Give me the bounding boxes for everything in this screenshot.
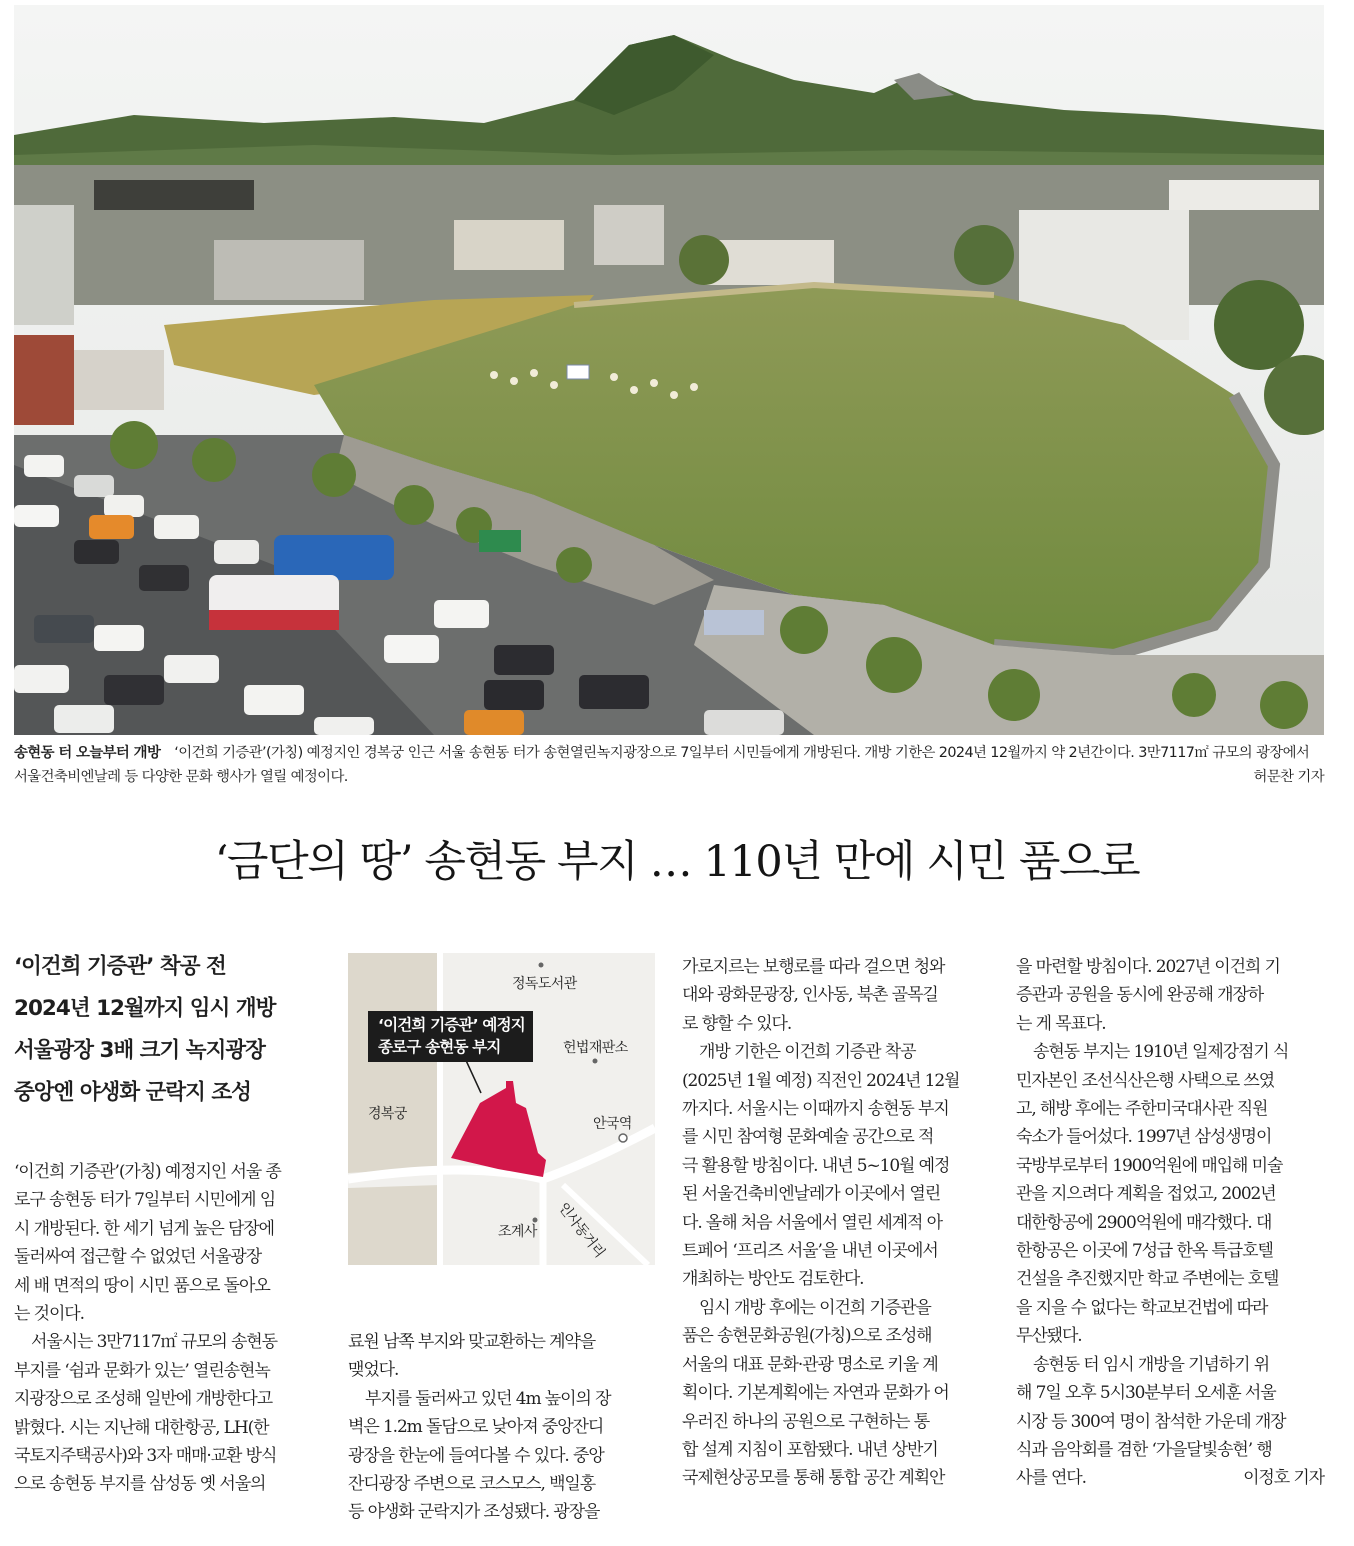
text-line: 숙소가 들어섰다. 1997년 삼성생명이: [1016, 1127, 1272, 1148]
text-line: 을 마련할 방침이다. 2027년 이건희 기: [1016, 957, 1280, 977]
subheads: [14, 946, 324, 1114]
text-line: 를 시민 참여형 문화예술 공간으로 적: [682, 1127, 934, 1148]
subhead: 서울광장 3배 크기 녹지광장: [14, 1038, 265, 1063]
text-line: 해 7일 오후 5시30분부터 오세훈 서울: [1016, 1383, 1276, 1404]
paragraph: [1016, 1351, 1324, 1493]
article-column-1: [14, 1158, 326, 1499]
text-line: 까지다. 서울시는 이때까지 송현동 부지: [682, 1099, 949, 1120]
text-line: 등 야생화 군락지가 조성됐다. 광장을: [348, 1502, 600, 1523]
paragraph: [14, 1158, 326, 1328]
subhead: ‘이건희 기증관’ 착공 전: [14, 954, 226, 979]
label-jogyesa: 조계사: [498, 1224, 537, 1240]
text-line: 민자본인 조선식산은행 사택으로 쓰였: [1016, 1070, 1275, 1091]
text-line: 획이다. 기본계획에는 자연과 문화가 어: [682, 1383, 949, 1404]
paragraph: [1016, 953, 1324, 1038]
text-line: 국방부로부터 1900억원에 매입해 미술: [1016, 1155, 1283, 1176]
map-callout: [368, 1011, 533, 1062]
label-jeongdok-library: 정독도서관: [512, 976, 577, 992]
text-line: 우러진 하나의 공원으로 구현하는 통: [682, 1411, 930, 1432]
text-line: 지광장으로 조성해 일반에 개방한다고: [14, 1389, 273, 1410]
text-line: 을 지을 수 없다는 학교보건법에 따라: [1016, 1297, 1268, 1318]
label-insadong-street: 인사동거리: [555, 1199, 608, 1261]
headline: ‘금단의 땅’ 송현동 부지 … 110년 만에 시민 품으로: [214, 837, 1140, 887]
paragraph: [682, 1294, 994, 1493]
text-line: 료원 남쪽 부지와 맞교환하는 계약을: [348, 1332, 596, 1352]
text-line: 로 향할 수 있다.: [682, 1013, 792, 1034]
text-line: 개방 기한은 이건희 기증관 착공: [699, 1042, 916, 1063]
paragraph: [682, 953, 994, 1038]
news-photo: [14, 5, 1324, 735]
text-line: 으로 송현동 부지를 삼성동 옛 서울의: [14, 1474, 266, 1495]
subhead: 중앙엔 야생화 군락지 조성: [14, 1080, 251, 1105]
text-line: 된 서울건축비엔날레가 이곳에서 열린: [682, 1184, 941, 1205]
text-line: 합 설계 지침이 포함됐다. 내년 상반기: [682, 1439, 938, 1460]
caption-title: 송현동 터 오늘부터 개방: [14, 745, 161, 761]
text-line: 는 것이다.: [14, 1304, 84, 1325]
text-line: 잔디광장 주변으로 코스모스, 백일홍: [348, 1474, 596, 1495]
text-line: 서울의 대표 문화·관광 명소로 키울 계: [682, 1354, 938, 1375]
text-line: 고, 해방 후에는 주한미국대사관 직원: [1016, 1099, 1268, 1120]
text-line: 품은 송현문화공원(가칭)으로 조성해: [682, 1326, 932, 1347]
article-column-2: [348, 1328, 660, 1527]
text-line: 서울시는 3만7117㎡ 규모의 송현동: [31, 1332, 277, 1353]
text-line: 식과 음악회를 겸한 ‘가을달빛송현’ 행: [1016, 1439, 1272, 1460]
text-line: 국토지주택공사)와 3자 매매·교환 방식: [14, 1446, 277, 1467]
text-line: 개최하는 방안도 검토한다.: [682, 1269, 864, 1290]
label-gyeongbokgung: 경복궁: [368, 1106, 407, 1122]
paragraph: [348, 1328, 660, 1385]
text-line: 무산됐다.: [1016, 1326, 1082, 1347]
callout-line2: 종로구 송현동 부지: [378, 1038, 501, 1056]
text-line: 극 활용할 방침이다. 내년 5~10월 예정: [682, 1155, 950, 1176]
reporter-byline: 이정호 기자: [1243, 1468, 1324, 1489]
text-line: 부지를 ‘쉼과 문화가 있는’ 열린송현녹: [14, 1360, 270, 1381]
caption-text: ‘이건희 기증관’(가칭) 예정지인 경복궁 인근 서울 송현동 터가 송현열린녹지광장으로 7일부터 시민들에게 개방된다. 개방 기한은 2024년 12월까지 약 2년간이다. 3만7117㎡ 규모의 광장에서 서울건축비엔날레 등 다양한 문화 행사가 열릴 예정이다.: [14, 745, 1310, 785]
text-line: 송현동 터 임시 개방을 기념하기 위: [1033, 1354, 1270, 1375]
text-line: 증관과 공원을 동시에 완공해 개장하: [1016, 985, 1264, 1006]
text-line: 세 배 면적의 땅이 시민 품으로 돌아오: [14, 1275, 270, 1296]
text-line: (2025년 1월 예정) 직전인 2024년 12월: [682, 1070, 960, 1091]
text-line: 송현동 부지는 1910년 일제강점기 식: [1033, 1042, 1289, 1063]
text-line: [1016, 1464, 1324, 1492]
label-anguk-station: 안국역: [593, 1116, 632, 1132]
paragraph: [1016, 1038, 1324, 1350]
text-line: 관을 지으려다 계획을 접었고, 2002년: [1016, 1184, 1276, 1205]
text-line: 한항공은 이곳에 7성급 한옥 특급호텔: [1016, 1241, 1273, 1262]
text-line: 부지를 둘러싸고 있던 4m 높이의 장: [365, 1388, 611, 1409]
text-line: 트페어 ‘프리즈 서울’을 내년 이곳에서: [682, 1241, 938, 1262]
text-line-content: 사를 연다.: [1016, 1468, 1086, 1489]
text-line: 둘러싸여 접근할 수 없었던 서울광장: [14, 1247, 262, 1268]
text-line: 로구 송현동 터가 7일부터 시민에게 임: [14, 1190, 276, 1211]
paragraph: [14, 1328, 326, 1498]
text-line: 광장을 한눈에 들여다볼 수 있다. 중앙: [348, 1445, 604, 1466]
photo-caption: [14, 741, 1324, 789]
text-line: 대와 광화문광장, 인사동, 북촌 골목길: [682, 985, 938, 1006]
text-line: 는 게 목표다.: [1016, 1013, 1106, 1034]
text-line: 맺었다.: [348, 1360, 399, 1381]
article-column-4: [1016, 953, 1324, 1493]
text-line: 다. 올해 처음 서울에서 열린 세계적 아: [682, 1212, 942, 1233]
text-line: 대한항공에 2900억원에 매각했다. 대: [1016, 1212, 1272, 1233]
text-line: 건설을 추진했지만 학교 주변에는 호텔: [1016, 1269, 1279, 1290]
text-line: 시장 등 300여 명이 참석한 가운데 개장: [1016, 1411, 1286, 1432]
subhead: 2024년 12월까지 임시 개방: [14, 996, 276, 1021]
text-line: 시 개방된다. 한 세기 넘게 높은 담장에: [14, 1218, 274, 1239]
park-aerial-photo: [14, 5, 1324, 735]
paragraph: [348, 1385, 660, 1527]
paragraph: [682, 1038, 994, 1294]
photo-credit: 허문찬 기자: [1246, 765, 1324, 789]
text-line: 국제현상공모를 통해 통합 공간 계획안: [682, 1468, 945, 1489]
text-line: ‘이건희 기증관’(가칭) 예정지인 서울 종: [14, 1162, 281, 1182]
text-line: 임시 개방 후에는 이건희 기증관을: [699, 1297, 931, 1318]
callout-line1: ‘이건희 기증관’ 예정지: [378, 1016, 525, 1034]
article-column-3: [682, 953, 994, 1493]
text-line: 벽은 1.2m 돌담으로 낮아져 중앙잔디: [348, 1417, 604, 1438]
label-constitutional-court: 헌법재판소: [563, 1040, 628, 1056]
text-line: 밝혔다. 시는 지난해 대한항공, LH(한: [14, 1417, 269, 1438]
location-map: [348, 953, 655, 1265]
text-line: 가로지르는 보행로를 따라 걸으면 청와: [682, 957, 945, 977]
